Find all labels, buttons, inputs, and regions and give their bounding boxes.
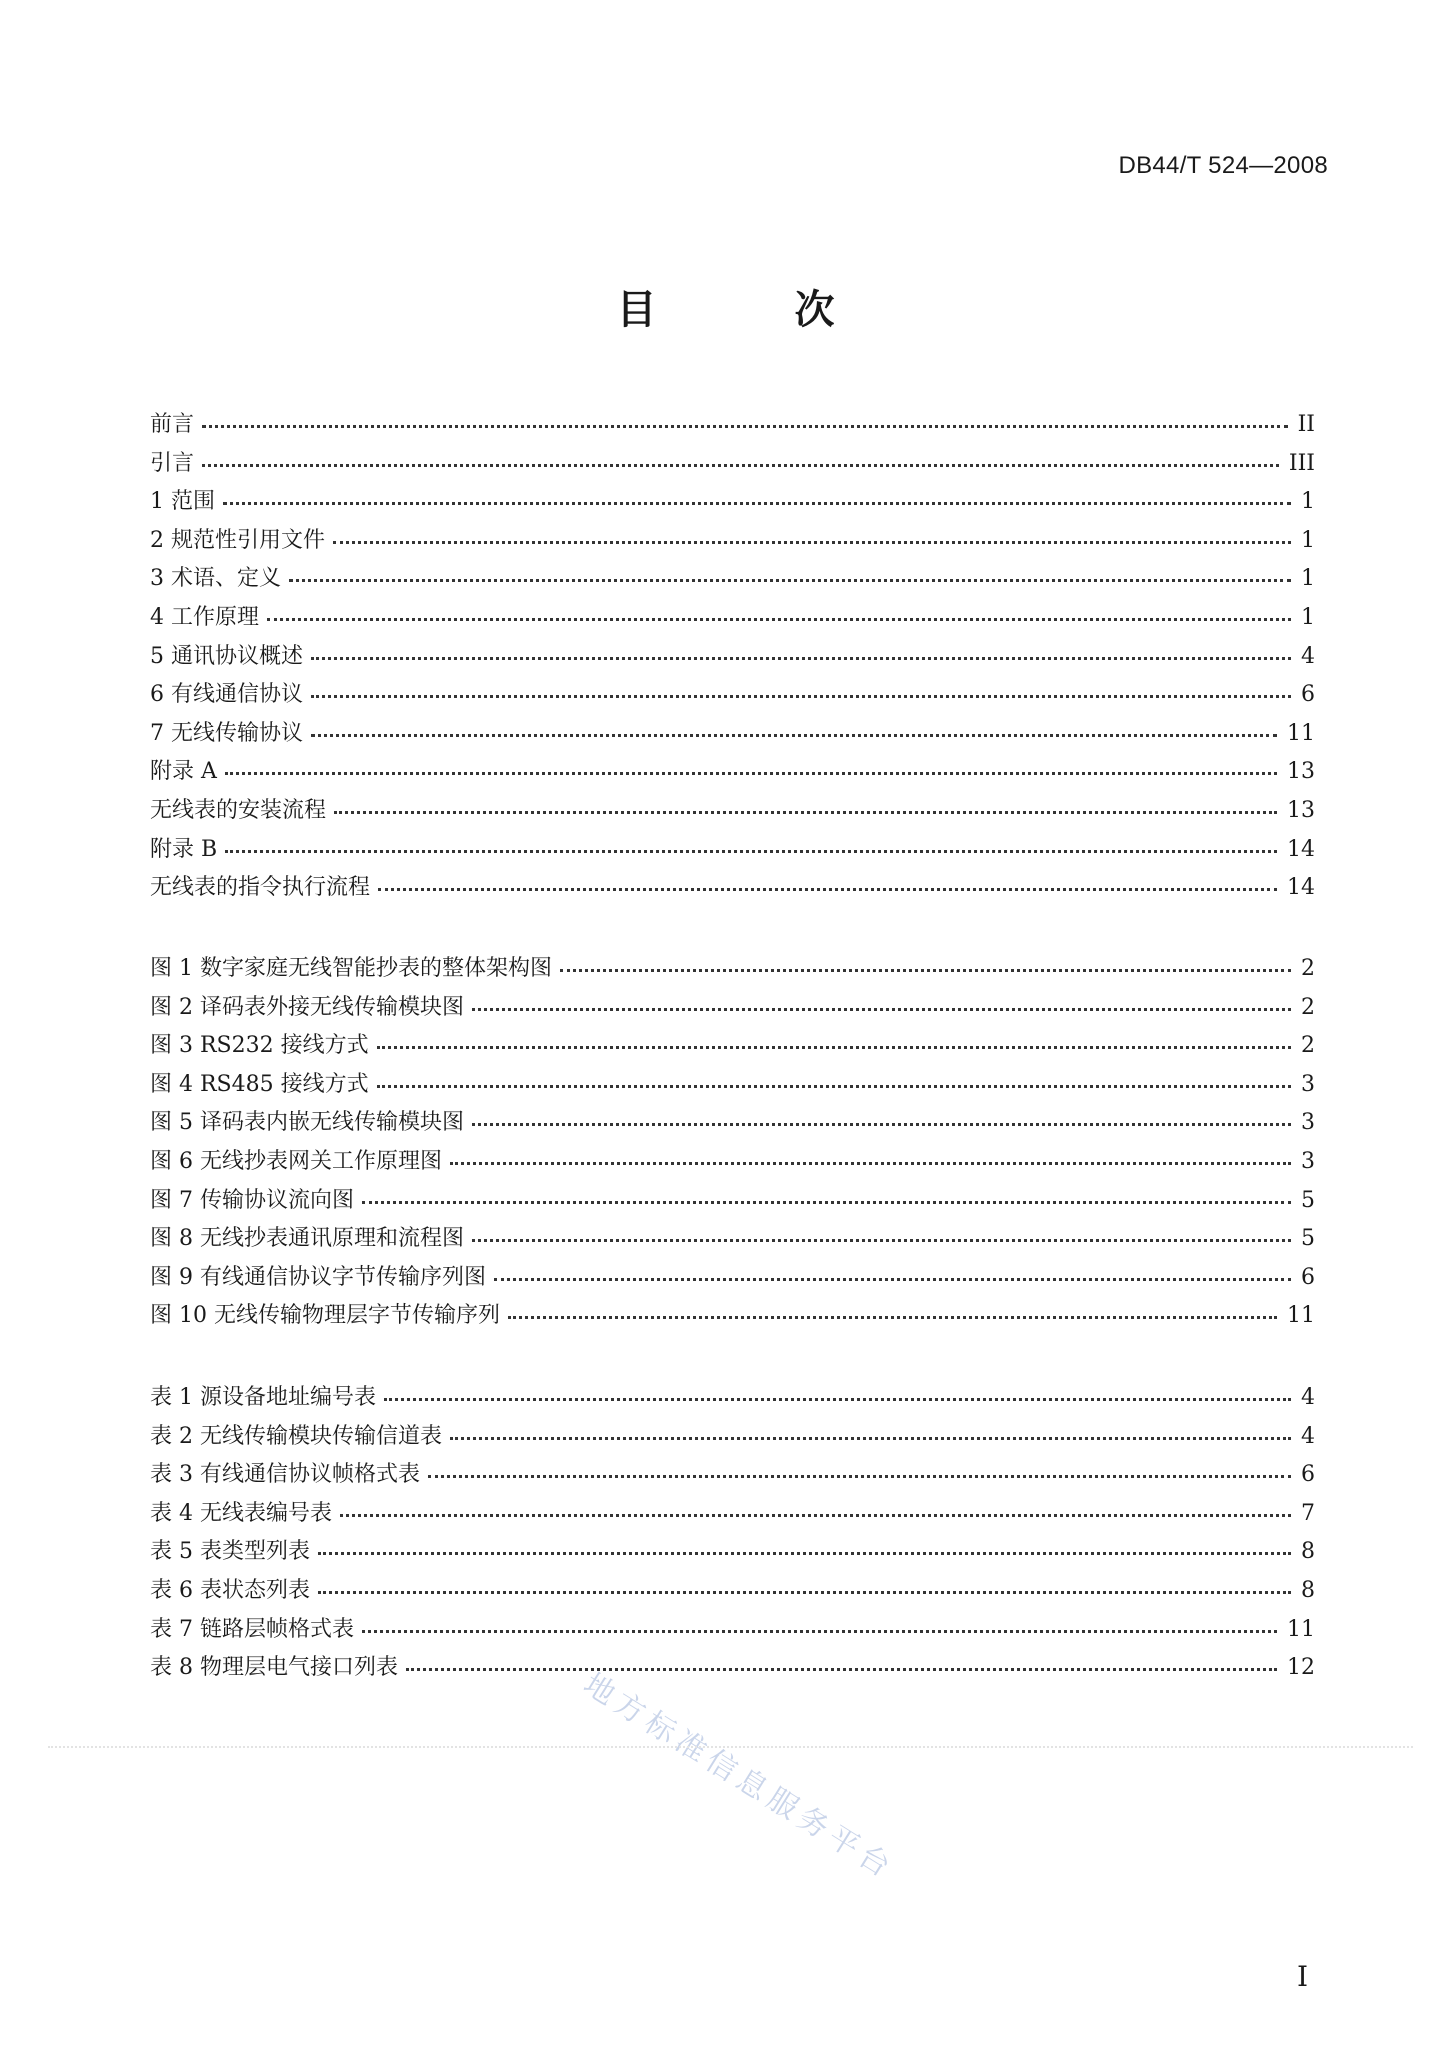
toc-entry-page: 2 (1301, 956, 1315, 981)
toc-entry-page: 1 (1301, 604, 1315, 630)
toc-entry-page: 7 (1301, 1500, 1315, 1526)
toc-entry-page: 6 (1301, 1462, 1315, 1488)
toc-entry[interactable] (150, 1456, 1315, 1495)
toc-entry-page: 8 (1301, 1577, 1315, 1603)
toc-entry-page: 3 (1301, 1110, 1315, 1136)
toc-entry-page: 5 (1301, 1187, 1315, 1213)
dot-leader (494, 1277, 1291, 1281)
toc-entry-label: 图 10 无线传输物理层字节传输序列 (150, 1303, 500, 1329)
dot-leader (202, 463, 1279, 467)
toc-entry[interactable] (150, 483, 1315, 522)
toc-entry[interactable] (150, 522, 1315, 561)
toc-entry[interactable] (150, 1143, 1315, 1182)
toc-entry-label: 无线表的安装流程 (150, 797, 327, 823)
dot-leader (362, 1629, 1277, 1633)
toc-entry[interactable] (150, 1104, 1315, 1143)
toc-entry[interactable] (150, 1572, 1315, 1611)
dot-leader (362, 1200, 1291, 1204)
toc-entry[interactable] (150, 1379, 1315, 1418)
toc-entry[interactable] (150, 1649, 1315, 1688)
toc-entry[interactable] (150, 1611, 1315, 1650)
toc-entry-page: 1 (1301, 489, 1315, 515)
toc-entry-page: 11 (1287, 1303, 1315, 1329)
dot-leader (318, 1551, 1291, 1555)
toc-entry-page: 11 (1287, 720, 1315, 746)
toc-entry-label: 4 工作原理 (150, 604, 259, 630)
toc-entry-label: 表 1 源设备地址编号表 (150, 1385, 376, 1410)
toc-entry[interactable] (150, 869, 1315, 908)
toc-entry-label: 前言 (150, 412, 195, 437)
toc-entry-page: 3 (1301, 1071, 1315, 1097)
toc-entry-page: 6 (1301, 682, 1315, 708)
toc-figures (150, 950, 1315, 1336)
dot-leader (450, 1436, 1291, 1440)
toc-entry-page: 1 (1301, 566, 1315, 592)
dot-leader (311, 733, 1277, 737)
toc-entry[interactable] (150, 753, 1315, 792)
dot-leader (472, 1238, 1291, 1242)
toc-entry-page: 2 (1301, 994, 1315, 1020)
toc-entry-label: 表 6 表状态列表 (150, 1577, 310, 1603)
toc-entry[interactable] (150, 950, 1315, 989)
toc-sections (150, 406, 1315, 908)
toc-entry[interactable] (150, 1297, 1315, 1336)
toc-entry-label: 附录 A (150, 759, 217, 785)
toc-entry[interactable] (150, 792, 1315, 831)
toc-entry[interactable] (150, 406, 1315, 445)
toc-entry-page: 4 (1301, 1423, 1315, 1449)
toc-entry-label: 附录 B (150, 836, 218, 862)
toc-entry[interactable] (150, 1495, 1315, 1534)
dot-leader (378, 887, 1277, 891)
toc-entry-label: 5 通讯协议概述 (150, 643, 303, 669)
toc-tables (150, 1379, 1315, 1688)
toc-entry-label: 图 9 有线通信协议字节传输序列图 (150, 1264, 486, 1290)
toc-entry-label: 图 5 译码表内嵌无线传输模块图 (150, 1110, 464, 1136)
toc-entry-label: 7 无线传输协议 (150, 720, 303, 746)
dot-leader (472, 1122, 1291, 1126)
toc-entry[interactable] (150, 1533, 1315, 1572)
toc-entry-label: 图 7 传输协议流向图 (150, 1187, 354, 1213)
toc-entry[interactable] (150, 676, 1315, 715)
faint-dotted-line (48, 1746, 1413, 1748)
toc-entry-page: 1 (1301, 527, 1315, 553)
toc-entry[interactable] (150, 715, 1315, 754)
toc-entry-label: 图 4 RS485 接线方式 (150, 1071, 369, 1097)
toc-entry-label: 表 4 无线表编号表 (150, 1500, 332, 1526)
dot-leader (289, 578, 1291, 582)
dot-leader (377, 1084, 1291, 1088)
toc-entry-page: 13 (1287, 797, 1315, 823)
dot-leader (311, 694, 1291, 698)
dot-leader (311, 656, 1291, 660)
toc-entry-label: 表 5 表类型列表 (150, 1539, 310, 1565)
toc-entry-label: 2 规范性引用文件 (150, 527, 325, 553)
dot-leader (223, 501, 1291, 505)
toc-entry[interactable] (150, 1220, 1315, 1259)
dot-leader (225, 771, 1277, 775)
page-number: I (1296, 1960, 1308, 1993)
toc-entry-page: 3 (1301, 1148, 1315, 1174)
toc-entry-page: 14 (1287, 836, 1315, 862)
dot-leader (267, 617, 1291, 621)
toc-entry-label: 3 术语、定义 (150, 566, 281, 592)
toc-entry-page: III (1288, 450, 1315, 476)
dot-leader (384, 1397, 1291, 1401)
toc-entry-page: 8 (1301, 1539, 1315, 1565)
dot-leader (472, 1007, 1291, 1011)
toc-entry[interactable] (150, 599, 1315, 638)
watermark: 地方标准信息服务平台 (577, 1666, 902, 1888)
dot-leader (560, 968, 1291, 972)
toc-entry-page: 2 (1301, 1033, 1315, 1059)
dot-leader (450, 1161, 1291, 1165)
toc-entry-page: 13 (1287, 759, 1315, 785)
toc-entry-label: 6 有线通信协议 (150, 682, 303, 708)
toc-entry-label: 图 1 数字家庭无线智能抄表的整体架构图 (150, 956, 552, 981)
toc-entry[interactable] (150, 445, 1315, 484)
dot-leader (508, 1315, 1277, 1319)
toc-entry[interactable] (150, 1066, 1315, 1105)
toc-entry-page: II (1297, 412, 1315, 437)
toc-entry-page: 12 (1287, 1655, 1315, 1681)
toc-entry-page: 14 (1287, 875, 1315, 901)
dot-leader (377, 1045, 1291, 1049)
toc-entry-page: 11 (1287, 1616, 1315, 1642)
dot-leader (225, 849, 1277, 853)
toc-entry[interactable] (150, 1259, 1315, 1298)
toc-entry[interactable] (150, 1182, 1315, 1221)
dot-leader (406, 1667, 1277, 1671)
toc-entry-label: 图 6 无线抄表网关工作原理图 (150, 1148, 442, 1174)
dot-leader (318, 1590, 1291, 1594)
toc-entry-label: 表 8 物理层电气接口列表 (150, 1655, 398, 1681)
toc-entry-label: 1 范围 (150, 489, 215, 515)
dot-leader (202, 424, 1288, 428)
toc-entry-label: 无线表的指令执行流程 (150, 875, 371, 901)
toc-entry[interactable] (150, 638, 1315, 677)
toc-entry-page: 4 (1301, 1385, 1315, 1410)
toc-entry-label: 表 7 链路层帧格式表 (150, 1616, 354, 1642)
toc-entry-label: 图 3 RS232 接线方式 (150, 1033, 369, 1059)
toc-entry-label: 图 2 译码表外接无线传输模块图 (150, 994, 464, 1020)
toc-entry[interactable] (150, 1418, 1315, 1457)
toc-entry[interactable] (150, 1027, 1315, 1066)
dot-leader (428, 1474, 1291, 1478)
dot-leader (340, 1513, 1291, 1517)
toc-entry-page: 4 (1301, 643, 1315, 669)
toc-entry-label: 表 3 有线通信协议帧格式表 (150, 1462, 420, 1488)
standard-code: DB44/T 524—2008 (1118, 152, 1328, 179)
toc-entry-label: 图 8 无线抄表通讯原理和流程图 (150, 1226, 464, 1252)
toc-entry-label: 表 2 无线传输模块传输信道表 (150, 1423, 442, 1449)
toc-entry-page: 5 (1301, 1226, 1315, 1252)
toc-entry-label: 引言 (150, 450, 195, 476)
toc-entry[interactable] (150, 831, 1315, 870)
dot-leader (333, 540, 1291, 544)
toc-entry[interactable] (150, 989, 1315, 1028)
toc-title: 目 次 (616, 287, 897, 333)
toc-entry[interactable] (150, 560, 1315, 599)
dot-leader (334, 810, 1277, 814)
toc-entry-page: 6 (1301, 1264, 1315, 1290)
